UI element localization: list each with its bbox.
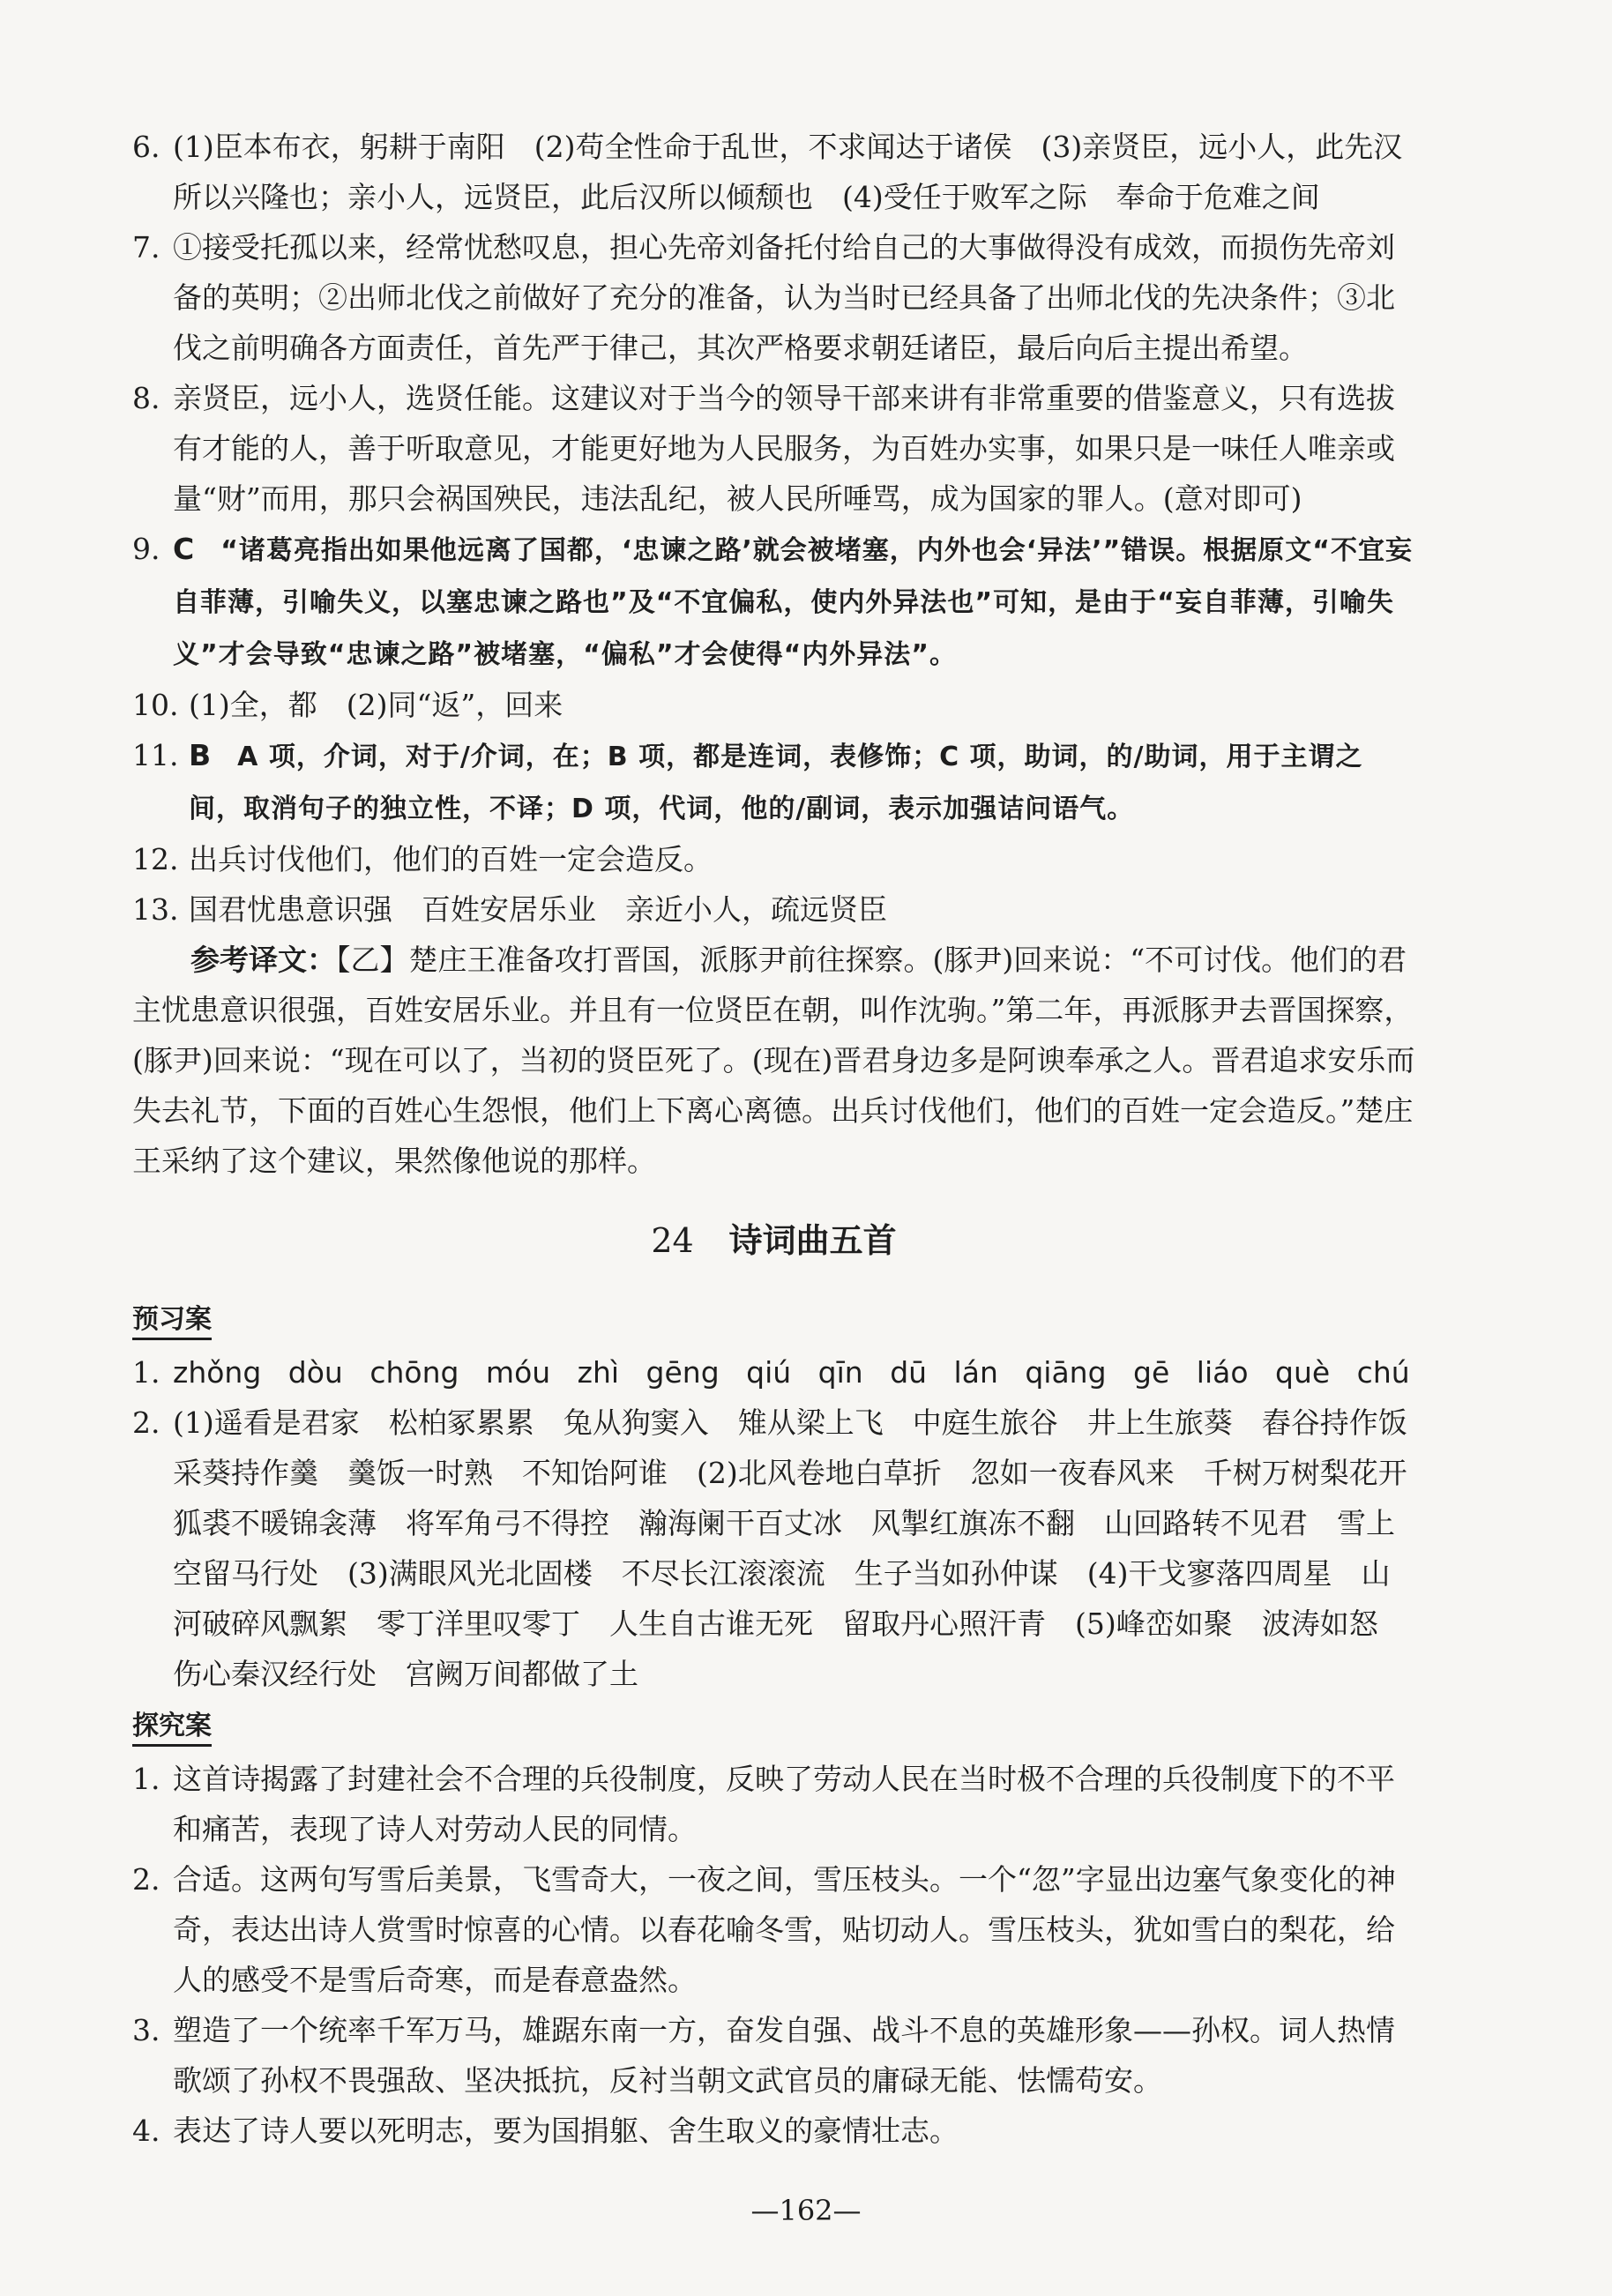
item-text: (1)遥看是君家 松柏冢累累 兔从狗窦入 雉从梁上飞 中庭生旅谷 井上生旅葵 舂谷持作饭 采葵持作羹 羹饭一时熟 不知饴阿谁 (2)北风卷地白草折 忽如一夜春风来 千树万树梨花开 狐裘不暖锦衾薄 将军角弓不得控 瀚海阑干百丈冰 风掣红旗冻不翻 山回路转不见君 雪上空留马行处 (3)满眼风光北固楼 不尽长江滚滚流 生子当如孙仲谋 (4)干戈寥落四周星 山河破碎风飘絮 零丁洋里叹零丁 人生自古谁无死 留取丹心照汗青 (5)峰峦如聚 波涛如怒 伤心秦汉经行处 宫阙万间都做了土 [173, 1405, 1437, 1691]
item-text: (1)臣本布衣，躬耕于南阳 (2)苟全性命于乱世，不求闻达于诸侯 (3)亲贤臣，远小人，此先汉所以兴隆也；亲小人，远贤臣，此后汉所以倾颓也 (4)受任于败军之际 奉命于危难之间 [173, 130, 1403, 214]
answer-item-10 [132, 680, 1415, 730]
item-number: 2. [132, 1405, 160, 1440]
item-number: 13. [132, 892, 179, 927]
explore-section-label: 探究案 [132, 1709, 212, 1747]
explore-item-3 [132, 2005, 1415, 2106]
item-number: 1. [132, 1355, 160, 1390]
item-number: 1. [132, 1762, 160, 1796]
answer-content [132, 122, 1437, 2156]
item-number: 12. [132, 842, 179, 876]
answer-item-8 [132, 373, 1415, 524]
reference-translation [132, 935, 1415, 1186]
item-text: 表达了诗人要以死明志，要为国捐躯、舍生取义的豪情壮志。 [173, 2113, 959, 2148]
item-number: 10. [132, 688, 179, 722]
choice-answer: C [173, 532, 195, 566]
item-text: 国君忧患意识强 百姓安居乐业 亲近小人，疏远贤臣 [189, 892, 887, 927]
item-text: 合适。这两句写雪后美景，飞雪奇大，一夜之间，雪压枝头。一个“忽”字显出边塞气象变化的神奇，表达出诗人赏雪时惊喜的心情。以春花喻冬雪，贴切动人。雪压枝头，犹如雪白的梨花，给人的感受不是雪后奇寒，而是春意盎然。 [173, 1862, 1396, 1997]
item-text: 塑造了一个统率千军万马，雄踞东南一方，奋发自强、战斗不息的英雄形象——孙权。词人热情歌颂了孙权不畏强敌、坚决抵抗，反衬当朝文武官员的庸碌无能、怯懦苟安。 [173, 2013, 1395, 2098]
item-number: 9. [132, 532, 160, 566]
explore-item-1 [132, 1754, 1415, 1854]
lesson-heading [132, 1216, 1415, 1266]
item-text: “诸葛亮指出如果他远离了国都，‘忠谏之路’就会被堵塞，内外也会‘异法’”错误。根据原文“不宜妄自菲薄，引喻失义，以塞忠谏之路也”及“不宜偏私，使内外异法也”可知，是由于“妄自菲薄，引喻失义”才会导致“忠谏之路”被堵塞，“偏私”才会使得“内外异法”。 [173, 535, 1413, 670]
item-number: 7. [132, 230, 160, 265]
answer-item-13 [132, 884, 1415, 935]
translation-text: 【乙】楚庄王准备攻打晋国，派豚尹前往探察。(豚尹)回来说：“不可讨伐。他们的君主忧患意识很强，百姓安居乐业。并且有一位贤臣在朝，叫作沈驹。”第二年，再派豚尹去晋国探察，(豚尹)回来说：“现在可以了，当初的贤臣死了。(现在)晋君身边多是阿谀奉承之人。晋君追求安乐而失去礼节，下面的百姓心生怨恨，他们上下离心离德。出兵讨伐他们，他们的百姓一定会造反。”楚庄王采纳了这个建议，果然像他说的那样。 [132, 943, 1415, 1178]
item-number: 2. [132, 1862, 160, 1897]
translation-label: 参考译文： [190, 943, 336, 977]
item-text: 出兵讨伐他们，他们的百姓一定会造反。 [189, 842, 713, 876]
item-number: 4. [132, 2113, 160, 2148]
pinyin-answers: zhǒng dòu chōng móu zhì gēng qiú qīn dū lán qiāng gē liáo què chú [173, 1355, 1410, 1390]
explore-item-4 [132, 2106, 1415, 2156]
preview-item-1 [132, 1347, 1415, 1398]
preview-item-2 [132, 1398, 1437, 1699]
lesson-title: 诗词曲五首 [728, 1221, 897, 1260]
item-number: 8. [132, 381, 160, 415]
item-text: 这首诗揭露了封建社会不合理的兵役制度，反映了劳动人民在当时极不合理的兵役制度下的不平和痛苦，表现了诗人对劳动人民的同情。 [173, 1762, 1395, 1846]
answer-item-12 [132, 834, 1415, 884]
page-number: —162— [750, 2194, 862, 2227]
preview-section-label: 预习案 [132, 1302, 212, 1340]
item-text: (1)全，都 (2)同“返”，回来 [189, 688, 563, 722]
choice-answer: B [189, 738, 212, 772]
item-text: 亲贤臣，远小人，选贤任能。这建议对于当今的领导干部来讲有非常重要的借鉴意义，只有选拔有才能的人，善于听取意见，才能更好地为人民服务，为百姓办实事，如果只是一味任人唯亲或量“财”而用，那只会祸国殃民，违法乱纪，被人民所唾骂，成为国家的罪人。(意对即可) [173, 381, 1395, 516]
item-number: 6. [132, 130, 160, 164]
answer-item-7 [132, 222, 1415, 373]
item-text: A 项，介词，对于/介词，在；B 项，都是连词，表修饰；C 项，助词，的/助词，用于主谓之间，取消句子的独立性，不译；D 项，代词，他的/副词，表示加强诘问语气。 [189, 742, 1363, 824]
item-number: 3. [132, 2013, 160, 2047]
explore-item-2 [132, 1854, 1415, 2005]
answer-item-11 [132, 730, 1415, 834]
item-number: 11. [132, 738, 179, 772]
answer-item-6 [132, 122, 1415, 222]
item-text: ①接受托孤以来，经常忧愁叹息，担心先帝刘备托付给自己的大事做得没有成效，而损伤先帝刘备的英明；②出师北伐之前做好了充分的准备，认为当时已经具备了出师北伐的先决条件；③北伐之前明确各方面责任，首先严于律己，其次严格要求朝廷诸臣，最后向后主提出希望。 [173, 230, 1395, 365]
answer-item-9 [132, 524, 1415, 680]
lesson-number: 24 [651, 1221, 694, 1260]
